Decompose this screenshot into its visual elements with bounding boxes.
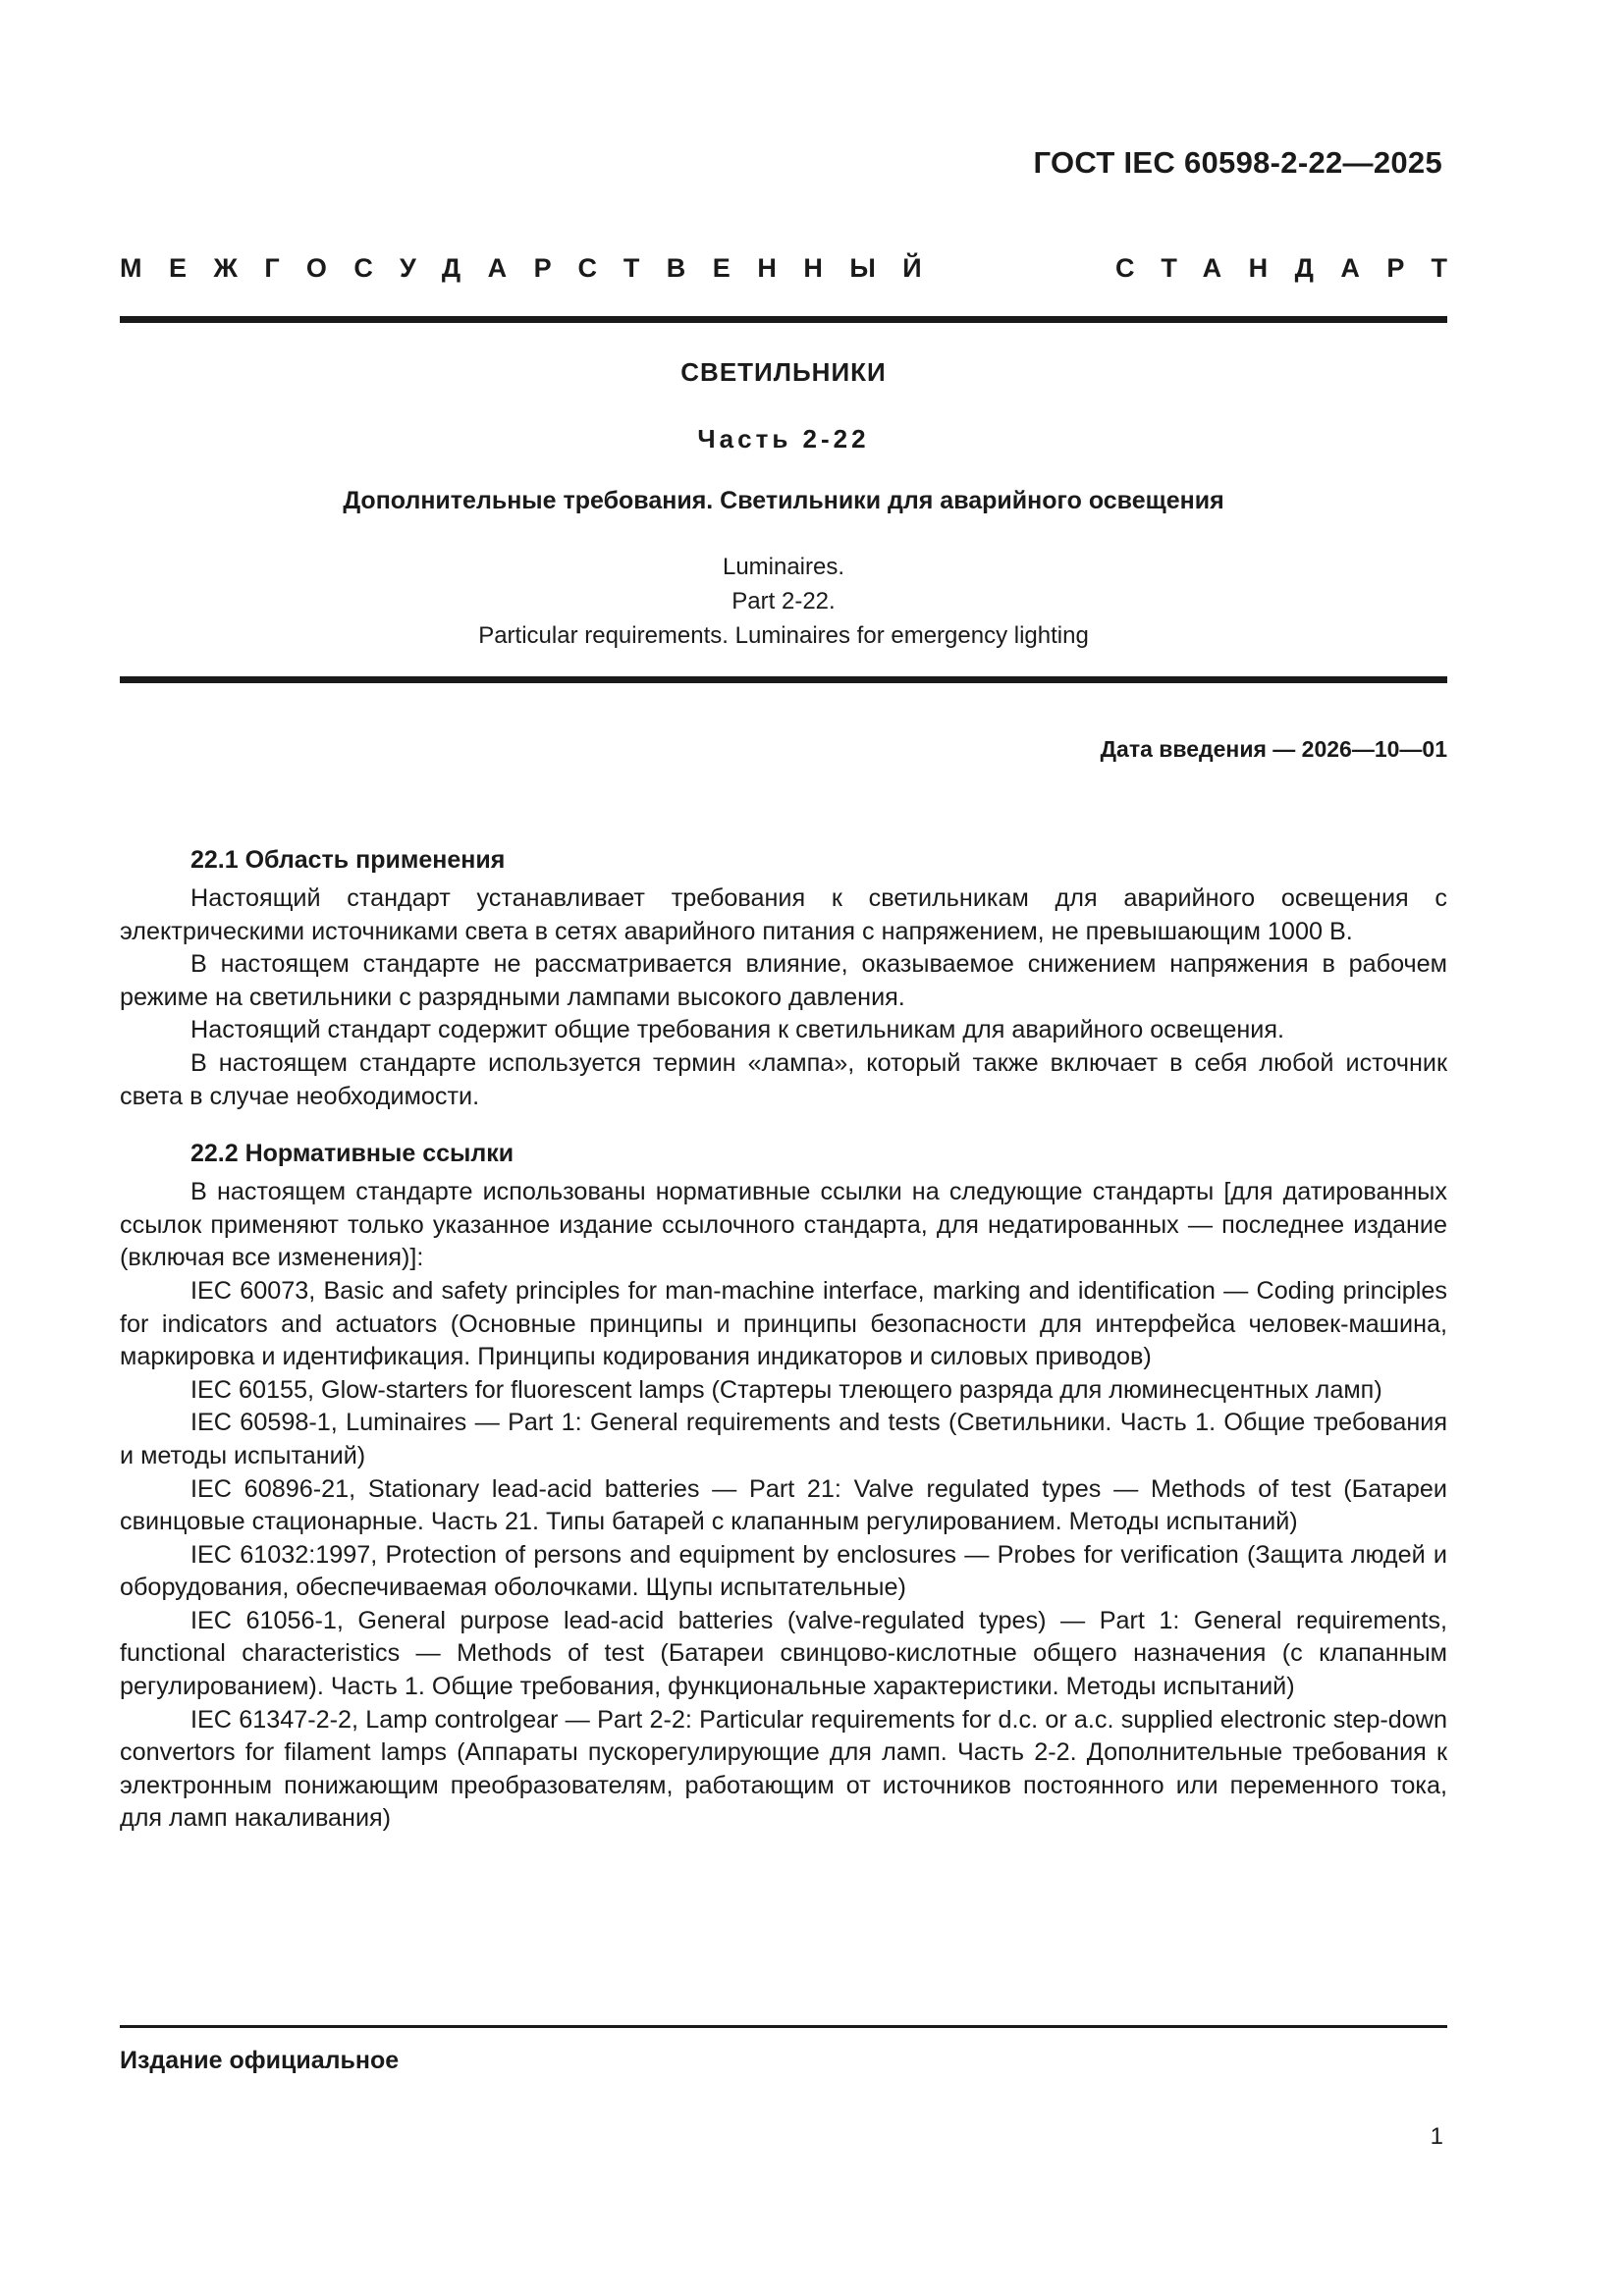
reference-item: IEC 60073, Basic and safety principles for man-machine interface, marking and identification — Coding principles for indicators and actuators (Основные принципы и принципы безопасности для интерфейса человек-машина, маркировка и идентификация. Принципы кодирования индикаторов и силовых приводов): [120, 1276, 1447, 1371]
section-heading-references: 22.2 Нормативные ссылки: [190, 1140, 514, 1168]
header-word-standard: СТАНДАРТ: [1115, 253, 1475, 283]
english-title-line: Part 2-22.: [731, 588, 836, 614]
scope-paragraph: В настоящем стандарте используется термин «лампа», который также включает в себя любой источник света в случае необходимости.: [120, 1048, 1447, 1110]
reference-item: IEC 61032:1997, Protection of persons and equipment by enclosures — Probes for verification (Защита людей и оборудования, обеспечиваемая оболочками. Щупы испытательные): [120, 1540, 1447, 1602]
reference-item: IEC 60896-21, Stationary lead-acid batteries — Part 21: Valve regulated types — Methods of test (Батареи свинцовые стационарные. Часть 21. Типы батарей с клапанным регулированием. Методы испытаний): [120, 1474, 1447, 1536]
standard-code: ГОСТ IEC 60598-2-22—2025: [1033, 145, 1442, 180]
document-title: СВЕТИЛЬНИКИ: [680, 357, 887, 387]
header-word-interstate: МЕЖГОСУДАРСТВЕННЫЙ: [120, 253, 949, 283]
english-title-line: Particular requirements. Luminaires for emergency lighting: [478, 622, 1089, 649]
scope-paragraph: Настоящий стандарт устанавливает требования к светильникам для аварийного освещения с электрическими источниками света в сетях аварийного питания с напряжением, не превышающим 1000 В.: [120, 884, 1447, 945]
official-edition-label: Издание официальное: [120, 2047, 400, 2074]
document-subtitle: Дополнительные требования. Светильники для аварийного освещения: [343, 487, 1224, 514]
reference-item: IEC 60155, Glow-starters for fluorescent lamps (Стартеры тлеющего разряда для люминесцентных ламп): [190, 1375, 1382, 1404]
page-number: 1: [1430, 2123, 1443, 2150]
reference-item: IEC 61347-2-2, Lamp controlgear — Part 2-2: Particular requirements for d.c. or a.c. supplied electronic step-down convertors for filament lamps (Аппараты пускорегулирующие для ламп. Часть 2-2. Дополнительные требования к электронным понижающим преобразователям, работающим от источников постоянного или переменного тока, для ламп накаливания): [120, 1705, 1447, 1833]
middle-divider: [120, 676, 1447, 683]
english-title-block: [120, 550, 1447, 653]
footer-divider: [120, 2025, 1447, 2028]
document-part: Часть 2-22: [697, 424, 870, 454]
scope-paragraph: Настоящий стандарт содержит общие требования к светильникам для аварийного освещения.: [190, 1016, 1284, 1044]
top-divider: [120, 316, 1447, 323]
english-title-line: Luminaires.: [722, 554, 845, 580]
references-paragraph: В настоящем стандарте использованы нормативные ссылки на следующие стандарты [для датированных ссылок применяют только указанное издание ссылочного стандарта, для недатированных — последнее издание (включая все изменения)]:: [120, 1178, 1447, 1272]
reference-item: IEC 61056-1, General purpose lead-acid batteries (valve-regulated types) — Part 1: General requirements, functional characteristics — Methods of test (Батареи свинцово-кислотные общего назначения (с клапанным регулированием). Часть 1. Общие требования, функциональные характеристики. Методы испытаний): [120, 1606, 1447, 1701]
reference-item: IEC 60598-1, Luminaires — Part 1: General requirements and tests (Светильники. Часть 1. Общие требования и методы испытаний): [120, 1409, 1447, 1469]
standard-type-header: [120, 253, 1475, 284]
introduction-date: Дата введения — 2026—10—01: [1100, 736, 1447, 762]
scope-paragraph: В настоящем стандарте не рассматривается влияние, оказываемое снижением напряжения в рабочем режиме на светильники с разрядными лампами высокого давления.: [120, 950, 1447, 1011]
document-body: [120, 843, 1447, 1836]
section-heading-scope: 22.1 Область применения: [190, 846, 506, 874]
